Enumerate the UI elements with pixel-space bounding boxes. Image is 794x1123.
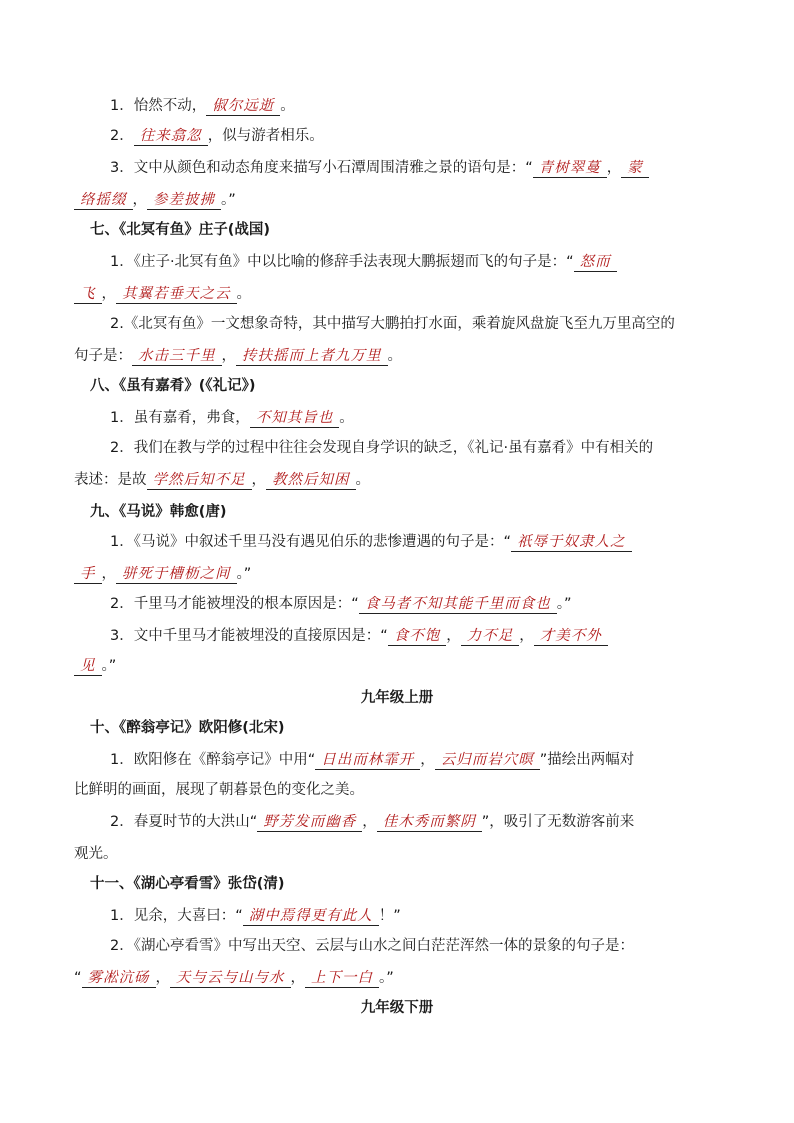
answer-blank: 湖中焉得更有此人 (243, 907, 379, 926)
s7-q1-line1 (110, 252, 617, 272)
answer-blank: 蒙 (621, 159, 649, 178)
section-title-9: 九、《马说》韩愈(唐) (90, 504, 227, 520)
question-text: ”描绘出两幅对 (539, 752, 635, 768)
answer-blank: 雾凇沆砀 (82, 969, 156, 988)
question-text: ， (290, 970, 306, 986)
question-text: 。” (556, 596, 572, 612)
question-text: 。 (387, 348, 402, 364)
answer-blank: 往来翕忽 (134, 127, 208, 146)
question-text: 表述：是故 (74, 472, 147, 488)
question-text: ， (519, 628, 534, 644)
question-text: 1．虽有嘉肴，弗食， (110, 410, 250, 426)
answer-blank: 其翼若垂天之云 (116, 285, 237, 304)
question-text: ， (101, 566, 116, 582)
s11-q2-line1: 2．《湖心亭看雪》中写出天空、云层与山水之间白茫茫浑然一体的景象的句子是： (110, 938, 634, 954)
answer-blank: 佳木秀而繁阴 (377, 813, 482, 832)
s9-q3-line1 (110, 626, 608, 646)
answer-blank: 青树翠蔓 (533, 159, 607, 178)
answer-blank: 日出而林霏开 (315, 751, 420, 770)
question-text: 。 (236, 286, 251, 302)
answer-blank: 才美不外 (534, 627, 608, 646)
question-text: ， (420, 752, 435, 768)
s10-q1-line2: 比鲜明的画面，展现了朝暮景色的变化之美。 (74, 782, 364, 798)
answer-blank: 络摇缀 (74, 191, 133, 210)
s8-q1 (110, 408, 354, 428)
question-text: ， (132, 192, 147, 208)
answer-blank: 参差披拂 (147, 191, 221, 210)
section-title-7: 七、《北冥有鱼》庄子(战国) (90, 222, 271, 238)
s7-q1-line2 (74, 284, 251, 304)
answer-blank: 上下一白 (305, 969, 379, 988)
answer-blank: 骈死于槽枥之间 (116, 565, 237, 584)
question-text: 。 (280, 98, 295, 114)
question-text: 3．文中千里马才能被埋没的直接原因是：“ (110, 628, 388, 644)
s6-q2 (110, 126, 324, 146)
question-text: 。 (355, 472, 370, 488)
answer-blank: 云归而岩穴暝 (435, 751, 540, 770)
question-text: ， (446, 628, 461, 644)
answer-blank: 手 (74, 565, 102, 584)
s10-q2-line2: 观光。 (74, 846, 118, 862)
question-text: 2．千里马才能被埋没的根本原因是：“ (110, 596, 359, 612)
answer-blank: 飞 (74, 285, 102, 304)
s6-q1 (110, 96, 295, 116)
answer-blank: 学然后知不足 (147, 471, 252, 490)
question-text: 1．见余，大喜曰：“ (110, 908, 243, 924)
s9-q3-line2 (74, 656, 116, 676)
grade-heading-9a: 九年级上册 (360, 690, 434, 706)
question-text: ，似与游者相乐。 (207, 128, 324, 144)
question-text: ， (362, 814, 377, 830)
question-text: ， (251, 472, 266, 488)
question-text: 。” (379, 970, 394, 986)
question-text: 3．文中从颜色和动态角度来描写小石潭周围清雅之景的语句是：“ (110, 160, 533, 176)
s8-q2-line2 (74, 470, 370, 490)
question-text: 1．欧阳修在《醉翁亭记》中用“ (110, 752, 316, 768)
grade-heading-9b: 九年级下册 (360, 1000, 434, 1016)
s8-q2-line1: 2．我们在教与学的过程中往往会发现自身学识的缺乏，《礼记·虽有嘉肴》中有相关的 (110, 440, 654, 456)
s11-q2-line2 (74, 968, 394, 988)
answer-blank: 见 (74, 657, 102, 676)
s6-q3-line1 (110, 158, 649, 178)
answer-blank: 野芳发而幽香 (257, 813, 362, 832)
question-text: ”，吸引了无数游客前来 (481, 814, 635, 830)
section-title-8: 八、《虽有嘉肴》(《礼记》) (90, 378, 256, 394)
question-text: 1．怡然不动， (110, 98, 207, 114)
answer-blank: 天与云与山与水 (170, 969, 291, 988)
question-text: 1．《庄子·北冥有鱼》中以比喻的修辞手法表现大鹏振翅而飞的句子是：“ (110, 254, 574, 270)
answer-blank: 俶尔远逝 (206, 97, 280, 116)
s11-q1 (110, 906, 401, 926)
section-title-10: 十、《醉翁亭记》欧阳修(北宋) (90, 720, 285, 736)
section-title-11: 十一、《湖心亭看雪》张岱(清) (90, 876, 285, 892)
answer-blank: 力不足 (461, 627, 520, 646)
answer-blank: 怒而 (574, 253, 617, 272)
question-text: 。” (236, 566, 252, 582)
s7-q2-line2 (74, 346, 402, 366)
question-text: 。 (339, 410, 354, 426)
answer-blank: 食马者不知其能千里而食也 (359, 595, 557, 614)
s10-q2-line1 (110, 812, 634, 832)
question-text: “ (74, 970, 82, 986)
question-text: 2．春夏时节的大洪山“ (110, 814, 258, 830)
question-text: 2． (110, 128, 134, 144)
answer-blank: 抟扶摇而上者九万里 (236, 347, 388, 366)
question-text: ， (221, 348, 236, 364)
answer-blank: 不知其旨也 (250, 409, 340, 428)
s9-q1-line1 (110, 532, 632, 552)
answer-blank: 祇辱于奴隶人之 (511, 533, 632, 552)
question-text: 。” (221, 192, 236, 208)
question-text: 句子是： (74, 348, 132, 364)
question-text: ， (101, 286, 116, 302)
question-text: ， (155, 970, 171, 986)
s7-q2-line1: 2.《北冥有鱼》一文想象奇特，其中描写大鹏拍打水面，乘着旋风盘旋飞至九万里高空的 (110, 316, 675, 332)
question-text: ， (606, 160, 622, 176)
s9-q2 (110, 594, 572, 614)
s10-q1-line1 (110, 750, 634, 770)
s9-q1-line2 (74, 564, 251, 584)
question-text: ！” (378, 908, 401, 924)
question-text: 1．《马说》中叙述千里马没有遇见伯乐的悲惨遭遇的句子是：“ (110, 534, 511, 550)
answer-blank: 水击三千里 (132, 347, 222, 366)
s6-q3-line2 (74, 190, 236, 210)
answer-blank: 教然后知困 (266, 471, 356, 490)
question-text: 。” (101, 658, 117, 674)
answer-blank: 食不饱 (388, 627, 447, 646)
